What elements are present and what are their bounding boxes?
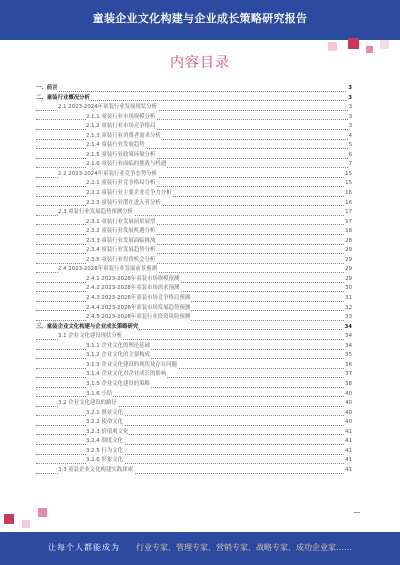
toc-entry[interactable]: [36, 141, 352, 151]
toc-entry[interactable]: [36, 437, 352, 447]
toc-entry-label: 2.1.2 童装行业市场竞争格局: [86, 122, 156, 132]
footer-banner: [0, 532, 400, 565]
toc-leader-dots: [36, 196, 352, 197]
toc-entry-label: 2.2.1 童装行业竞争格局分析: [86, 179, 156, 189]
toc-entry-page: 29: [344, 265, 352, 275]
toc-leader-dots: [36, 377, 352, 378]
toc-leader-dots: [36, 148, 352, 149]
toc-leader-dots: [36, 454, 352, 455]
toc-entry-label: 3.2.1 愿景文化: [86, 409, 124, 419]
toc-entry[interactable]: [36, 275, 352, 285]
toc-entry[interactable]: [36, 103, 352, 113]
toc-entry[interactable]: [36, 380, 352, 390]
toc-entry-page: 3: [347, 94, 352, 104]
toc-leader-dots: [36, 425, 352, 426]
toc-entry-page: 15: [344, 170, 352, 180]
toc-leader-dots: [36, 387, 352, 388]
toc-entry-label: 3.1.5 企业文化建设的策略: [86, 380, 151, 390]
toc-leader-dots: [36, 167, 352, 168]
toc-entry-label: 3.1 企业文化建设现状分析: [58, 332, 123, 342]
toc-entry-label: 2.1.3 童装行业消费者需求分析: [86, 132, 162, 142]
toc-entry-page: 41: [344, 437, 352, 447]
toc-entry-page: 17: [344, 218, 352, 228]
toc-entry[interactable]: [36, 370, 352, 380]
toc-leader-dots: [36, 91, 352, 92]
toc-entry-page: 29: [344, 246, 352, 256]
toc-entry[interactable]: [36, 94, 352, 104]
toc-entry-page: 16: [344, 189, 352, 199]
toc-entry-page: 36: [344, 361, 352, 371]
toc-entry[interactable]: [36, 313, 352, 323]
toc-entry-page: 35: [344, 351, 352, 361]
toc-entry[interactable]: [36, 199, 352, 209]
toc-entry[interactable]: [36, 409, 352, 419]
toc-leader-dots: [36, 224, 352, 225]
toc-entry[interactable]: [36, 218, 352, 228]
toc-entry-label: 二、童装行业概况分析: [36, 94, 91, 104]
toc-entry[interactable]: [36, 246, 352, 256]
toc-entry-page: 15: [344, 179, 352, 189]
toc-entry-label: 2.4 2023-2028年童装行业发展前景预测: [58, 265, 158, 275]
toc-leader-dots: [36, 368, 352, 369]
toc-entry[interactable]: [36, 151, 352, 161]
toc-entry-label: 三、童装企业文化构建与企业成长策略研究: [36, 323, 139, 333]
footer-roles: 行业专家、管理专家、营销专家、战略专家、成功企业家……: [136, 543, 352, 552]
toc-leader-dots: [36, 396, 352, 397]
toc-entry-page: 7: [348, 160, 352, 170]
toc-entry-label: 2.4.4 2023-2028年童装市场发展趋势预测: [86, 304, 191, 314]
toc-leader-dots: [36, 282, 352, 283]
toc-entry-label: 2.3 童装行业发展趋势预测分析: [58, 208, 134, 218]
toc-entry-page: 33: [344, 313, 352, 323]
toc-entry-page: 37: [344, 370, 352, 380]
toc-entry-page: 34: [343, 323, 352, 333]
toc-entry-label: 3.2.3 价值观文化: [86, 428, 129, 438]
toc-entry[interactable]: [36, 189, 352, 199]
toc-entry[interactable]: [36, 323, 352, 333]
toc-entry[interactable]: [36, 351, 352, 361]
toc-entry[interactable]: [36, 456, 352, 466]
report-title: 童装企业文化构建与企业成长策略研究报告: [92, 12, 308, 25]
toc-entry[interactable]: [36, 466, 352, 476]
toc-entry-page: 41: [344, 466, 352, 476]
toc-leader-dots: [36, 263, 352, 264]
toc-entry[interactable]: [36, 122, 352, 132]
toc-entry-label: 2.1.4 童装行业发展趋势: [86, 141, 146, 151]
toc-entry[interactable]: [36, 284, 352, 294]
toc-entry[interactable]: [36, 160, 352, 170]
toc-entry[interactable]: [36, 304, 352, 314]
table-of-contents: [36, 84, 352, 475]
toc-entry-label: 3.1.3 企业文化建设的现状及存在问题: [86, 361, 178, 371]
toc-entry-label: 2.4.1 2023-2028年童装市场规模预测: [86, 275, 180, 285]
toc-entry-label: 2.2.2 童装行业主要企业竞争力分析: [86, 189, 173, 199]
toc-entry[interactable]: [36, 332, 352, 342]
toc-entry-page: 40: [344, 418, 352, 428]
toc-leader-dots: [36, 253, 352, 254]
page-mark: [354, 512, 360, 513]
toc-entry[interactable]: [36, 237, 352, 247]
toc-entry-page: 5: [348, 141, 352, 151]
toc-entry-page: 31: [344, 294, 352, 304]
toc-entry-label: 2.3.3 童装行业发展面临挑战: [86, 237, 156, 247]
toc-entry[interactable]: [36, 256, 352, 266]
decorative-squares-bottom: [0, 500, 60, 534]
toc-leader-dots: [36, 158, 352, 159]
toc-leader-dots: [36, 463, 352, 464]
toc-entry[interactable]: [36, 227, 352, 237]
toc-entry[interactable]: [36, 179, 352, 189]
toc-entry-page: 40: [344, 399, 352, 409]
toc-leader-dots: [36, 358, 352, 359]
toc-leader-dots: [36, 234, 352, 235]
toc-entry[interactable]: [36, 390, 352, 400]
toc-leader-dots: [36, 291, 352, 292]
toc-entry-page: 40: [344, 390, 352, 400]
toc-entry-page: 3: [347, 84, 352, 94]
toc-leader-dots: [36, 320, 352, 321]
toc-entry-label: 2.1.5 童装行业政策环境分析: [86, 151, 156, 161]
toc-entry[interactable]: [36, 265, 352, 275]
toc-entry-page: 6: [348, 151, 352, 161]
toc-entry-page: 29: [344, 275, 352, 285]
toc-entry[interactable]: [36, 447, 352, 457]
toc-entry-label: 2.3.1 童装行业发展前景展望: [86, 218, 156, 228]
toc-entry[interactable]: [36, 170, 352, 180]
toc-entry-label: 3.2.2 使命文化: [86, 418, 124, 428]
toc-entry-page: 40: [344, 409, 352, 419]
toc-entry-page: 4: [348, 132, 352, 142]
toc-entry-page: 41: [344, 456, 352, 466]
toc-entry-page: 16: [344, 199, 352, 209]
toc-entry-page: 34: [344, 342, 352, 352]
toc-entry-label: 3.1.4 企业文化对企业成长的影响: [86, 370, 167, 380]
toc-entry-page: 32: [344, 304, 352, 314]
toc-entry-label: 3.2.4 制度文化: [86, 437, 124, 447]
toc-leader-dots: [36, 301, 352, 302]
toc-title: 内容目录: [170, 55, 230, 71]
toc-entry[interactable]: [36, 113, 352, 123]
toc-entry-label: 2.2.3 童装行业潜在进入者分析: [86, 199, 162, 209]
toc-entry-page: 41: [344, 428, 352, 438]
toc-entry-page: 17: [344, 208, 352, 218]
footer-slogan: 让每个人都能成为: [48, 543, 120, 552]
toc-entry[interactable]: [36, 84, 352, 94]
toc-entry-label: 2.1.1 童装行业市场规模分析: [86, 113, 156, 123]
toc-entry[interactable]: [36, 132, 352, 142]
toc-leader-dots: [36, 444, 352, 445]
toc-entry-page: 41: [344, 447, 352, 457]
toc-entry[interactable]: [36, 342, 352, 352]
toc-entry-label: 2.4.5 2023-2028年童装行业投资风险预测: [86, 313, 191, 323]
toc-entry-page: 28: [344, 237, 352, 247]
toc-entry[interactable]: [36, 399, 352, 409]
toc-entry-label: 3.3 童装企业文化构建实践探索: [58, 466, 134, 476]
toc-entry-page: 18: [344, 227, 352, 237]
toc-entry-label: 3.2.6 形象文化: [86, 456, 124, 466]
toc-entry-label: 2.4.2 2023-2028年童装市场需求预测: [86, 284, 180, 294]
toc-leader-dots: [36, 139, 352, 140]
toc-entry-label: 3.1.2 企业文化的主要构成: [86, 351, 151, 361]
toc-entry[interactable]: [36, 418, 352, 428]
toc-entry-page: 29: [344, 256, 352, 266]
toc-leader-dots: [36, 205, 352, 206]
toc-leader-dots: [36, 129, 352, 130]
header-banner: [0, 0, 400, 40]
toc-entry-page: 30: [344, 284, 352, 294]
toc-leader-dots: [36, 244, 352, 245]
toc-leader-dots: [36, 434, 352, 435]
toc-entry-label: 2.2 2023-2024年童装行业竞争态势分析: [58, 170, 158, 180]
toc-entry[interactable]: [36, 428, 352, 438]
toc-entry-label: 2.3.5 童装行业投资机会分析: [86, 256, 156, 266]
toc-entry-page: 3: [348, 113, 352, 123]
toc-leader-dots: [36, 310, 352, 311]
toc-entry-page: 34: [344, 332, 352, 342]
toc-leader-dots: [36, 186, 352, 187]
toc-entry-label: 3.1.6 小结: [86, 390, 113, 400]
toc-entry-label: 2.3.2 童装行业发展机遇分析: [86, 227, 156, 237]
toc-entry-label: 3.2 企业文化建设的路径: [58, 399, 118, 409]
toc-entry-label: 2.1.6 童装行业面临的挑战与机遇: [86, 160, 167, 170]
toc-entry-label: 一、前言: [36, 84, 59, 94]
toc-entry-page: 3: [348, 122, 352, 132]
toc-leader-dots: [36, 119, 352, 120]
toc-entry[interactable]: [36, 361, 352, 371]
toc-entry-label: 3.2.5 行为文化: [86, 447, 124, 457]
toc-entry-label: 2.4.3 2023-2028年童装市场竞争格局预测: [86, 294, 191, 304]
toc-entry-label: 3.1.1 企业文化的理论基础: [86, 342, 151, 352]
toc-entry-page: 38: [344, 380, 352, 390]
toc-entry-page: 3: [348, 103, 352, 113]
toc-leader-dots: [36, 415, 352, 416]
toc-entry[interactable]: [36, 294, 352, 304]
toc-leader-dots: [36, 349, 352, 350]
toc-entry-label: 2.3.4 童装行业发展趋势分析: [86, 246, 156, 256]
toc-entry-label: 2.1 2023-2024年童装行业发展现状分析: [58, 103, 158, 113]
toc-entry[interactable]: [36, 208, 352, 218]
